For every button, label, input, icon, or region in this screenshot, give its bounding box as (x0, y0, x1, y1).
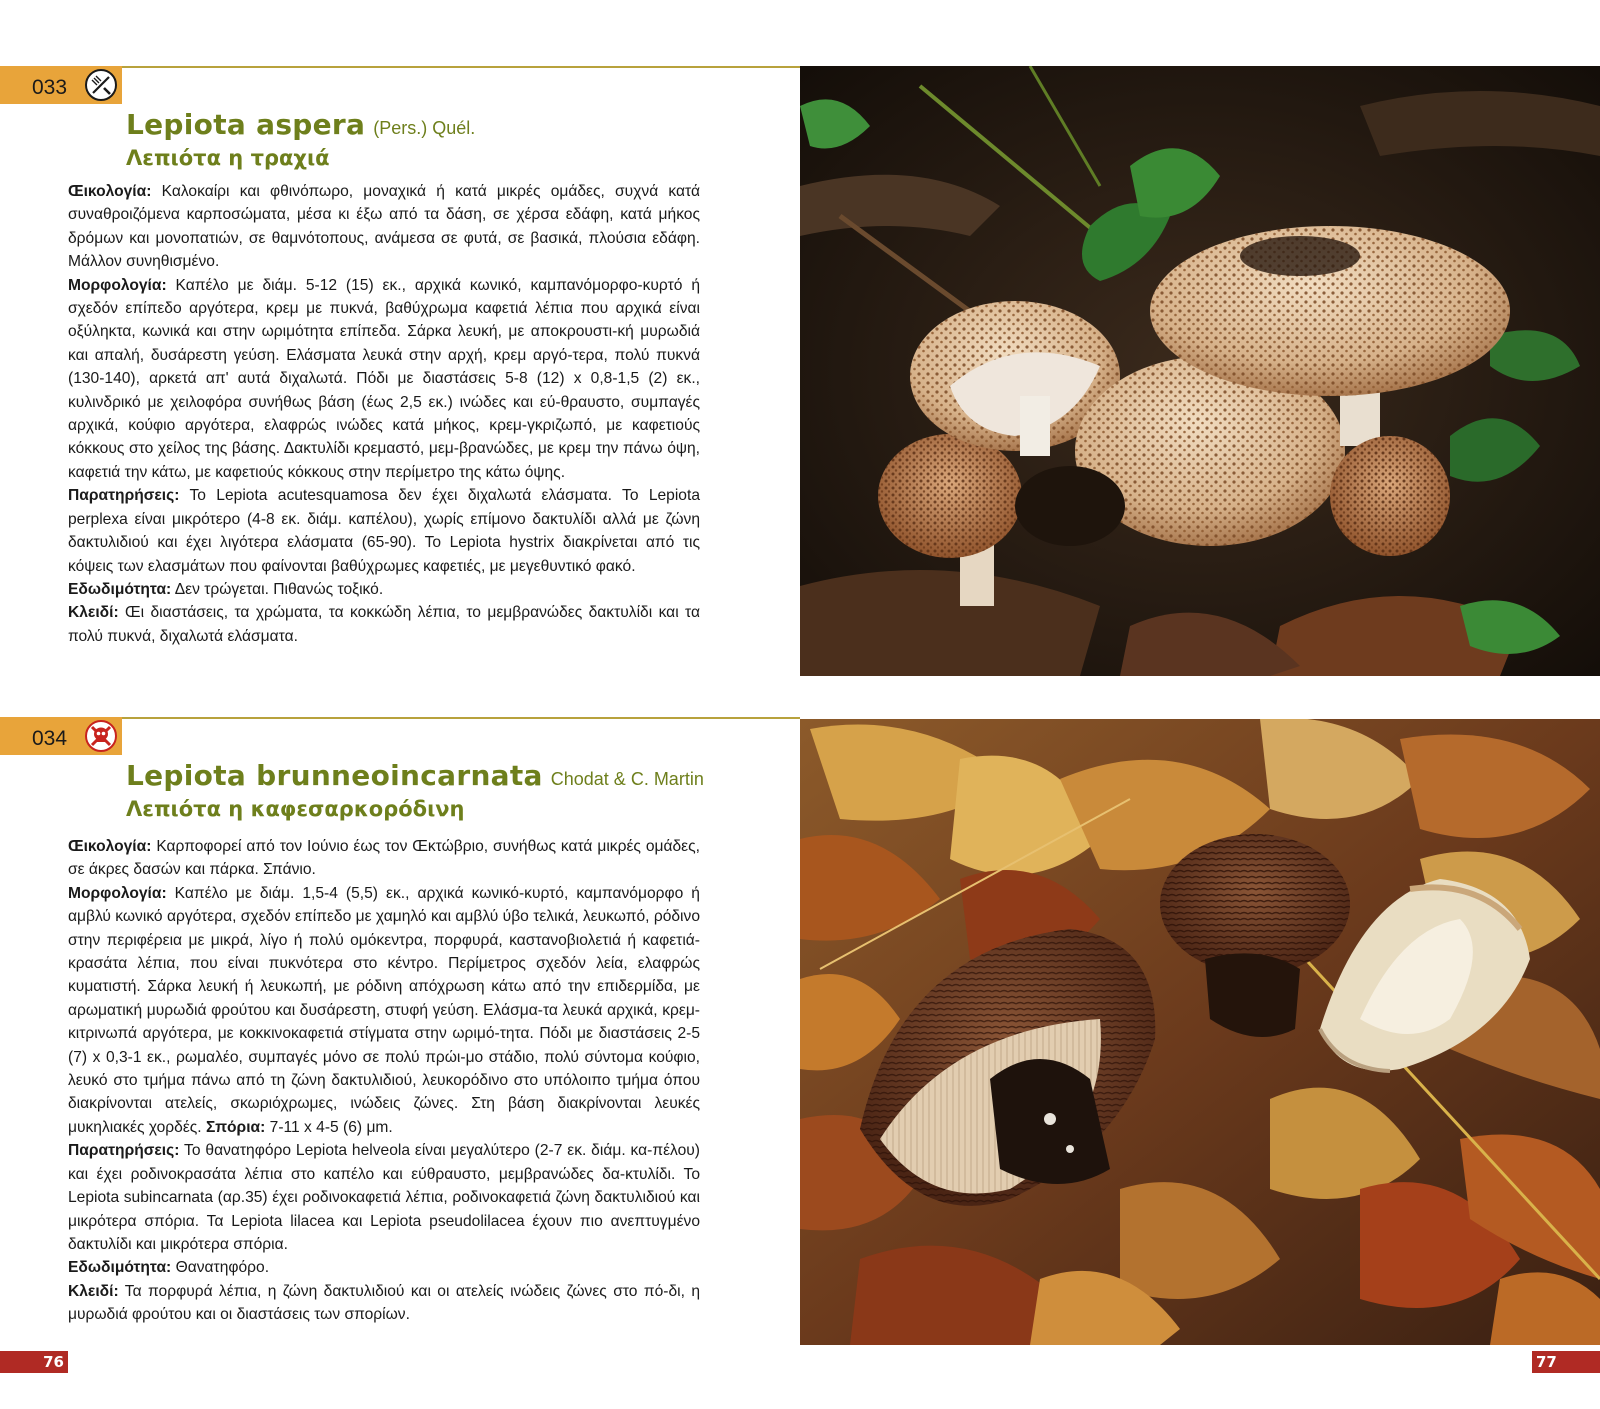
morphology-label: Μορφολογία: (68, 884, 167, 902)
lepiota-aspera-photo (800, 66, 1600, 676)
page-number-left (0, 1351, 68, 1373)
spores-text: 7-11 x 4-5 (6) μm. (269, 1118, 393, 1136)
description (68, 835, 700, 1327)
header-rule (120, 717, 800, 719)
latin-name: Lepiota aspera (126, 108, 366, 141)
key-label: Κλειδί: (68, 1282, 119, 1300)
key-text: Τα πορφυρά λέπια, η ζώνη δακτυλιδιού και οι ατελείς ινώδεις ζώνες στο πό-δι, η μυρωδιά φρούτου και οι διαστάσεις των σπορίων. (68, 1282, 700, 1324)
edibility-paragraph (68, 578, 700, 601)
morphology-text: Καπέλο με διάμ. 5-12 (15) εκ., αρχικά κωνικό, καμπανόμορφο-κυρτό ή σχεδόν επίπεδο αργότερα, κρεμ με πυκνά, βαθύχρωμα καφετιά λέπια που αρχικά είναι οξύληκτα, κωνικά και στην ωριμότητα επίπεδα. Σάρκα λευκή, με αποκρουστι-κή μυρωδιά και απαλή, δυσάρεστη γεύση. Ελάσματα λευκά στην αρχή, κρεμ αργό-τερα, πολύ πυκνά (130-140), αρκετά απ' αυτά διχαλωτά. Πόδι με διαστάσεις 5-8 (12) x 0,8-1,5 (2) εκ., κυλινδρικό με χειλοφόρα συνήθως βάση (έως 2,5 εκ.) ινώδες και εύ-θραυστο, συμπαγές αρχικά, κούφιο αργότερα, ελαφρώς ινώδες κατά μήκος, κρεμ-γκριζωπό, με καφετιούς κόκκους στο χείλος της βάσης. Δακτυλίδι κρεμαστό, μεμ-βρανώδες, με κρεμ την πάνω όψη, καφετιά την κάτω, με καφετιούς κόκκους στην περίμετρο της κάτω όψης. (68, 276, 700, 481)
species-photo (800, 719, 1600, 1345)
key-text: Œι διαστάσεις, τα χρώματα, τα κοκκώδη λέπια, το μεμβρανώδες δακτυλίδι και τα πολύ πυκνά, διχαλωτά ελάσματα. (68, 604, 700, 645)
key-paragraph (68, 1280, 700, 1327)
species-title (126, 108, 475, 141)
remarks-paragraph (68, 484, 700, 578)
latin-name: Lepiota brunneoincarnata (126, 759, 543, 792)
lepiota-brunneoincarnata-photo (800, 719, 1600, 1345)
edibility-text: Δεν τρώγεται. Πιθανώς τοξικό. (174, 580, 384, 598)
key-paragraph (68, 601, 700, 648)
spores-label: Σπόρια: (206, 1118, 266, 1136)
entry-number-tab (0, 717, 122, 755)
remarks-label: Παρατηρήσεις: (68, 487, 180, 505)
edibility-label: Εδωδιμότητα: (68, 580, 172, 598)
remarks-text: Το Lepiota acutesquamosa δεν έχει διχαλωτά ελάσματα. Το Lepiota perplexa είναι μικρότερο (4-8 εκ. διάμ. καπέλου), χωρίς επίμονο δακτυλίδι αλλά με ζώνη δακτυλιδιού και έχει λιγότερα ελάσματα (65-90). Το Lepiota hystrix διακρίνεται από τις κόψεις των ελασμάτων που φαίνονται βαθύχρωμες καφετιές, με μεγεθυντικό φακό. (68, 487, 700, 575)
ecology-label: Œικολογία: (68, 838, 152, 855)
edibility-text: Θανατηφόρο. (175, 1259, 270, 1277)
authority: Chodat & C. Martin (550, 769, 704, 789)
remarks-paragraph (68, 1139, 700, 1256)
ecology-text: Καλοκαίρι και φθινόπωρο, μοναχικά ή κατά μικρές ομάδες, συχνά κατά συναθροιζόμενα καρποσώματα, μέσα κι έξω από τα δάση, σε χέρσα εδάφη, κατά μήκος δρόμων και μονοπατιών, σε θαμνότοπους, ανάμεσα σε φυτά, σε βασικά, πλούσια εδάφη. Μάλλον συνηθισμένο. (68, 183, 700, 271)
remarks-label: Παρατηρήσεις: (68, 1142, 180, 1160)
authority: (Pers.) Quél. (373, 118, 476, 138)
entry-number-tab (0, 66, 122, 104)
description (68, 180, 700, 648)
species-entry-034 (0, 717, 1600, 1345)
page-number-left-text: 76 (43, 1353, 64, 1371)
greek-name: Λεπιότα η καφεσαρκορόδινη (126, 797, 465, 821)
entry-number: 033 (32, 76, 68, 99)
edibility-label: Εδωδιμότητα: (68, 1259, 172, 1277)
ecology-paragraph (68, 835, 700, 882)
ecology-paragraph (68, 180, 700, 274)
inedible-crossed-circle-icon (84, 68, 118, 102)
species-photo (800, 66, 1600, 676)
ecology-label: Œικολογία: (68, 183, 152, 200)
edibility-paragraph (68, 1256, 700, 1279)
greek-name: Λεπιότα η τραχιά (126, 146, 330, 170)
morphology-label: Μορφολογία: (68, 276, 167, 294)
page-number-right-text: 77 (1536, 1353, 1557, 1371)
entry-number: 034 (32, 727, 68, 750)
species-title (126, 759, 704, 792)
remarks-text: Το θανατηφόρο Lepiota helveola είναι μεγαλύτερο (2-7 εκ. διάμ. κα-πέλου) και έχει ροδινοκρασάτα λέπια στο καπέλο και εύθραυστο, μεμβρανώδες δα-κτυλίδι. Το Lepiota subincarnata (αρ.35) έχει ροδινοκαφετιά λέπια, ροδινοκαφετιά ζώνη δακτυλιδιού και μικρότερα σπόρια. Τα Lepiota lilacea και Lepiota pseudolilacea έχουν πιο ανεπτυγμένο δακτυλίδι και μικρότερα σπόρια. (68, 1142, 700, 1253)
morphology-paragraph (68, 274, 700, 485)
morphology-text: Καπέλο με διάμ. 1,5-4 (5,5) εκ., αρχικά κωνικό-κυρτό, καμπανόμορφο ή αμβλύ κωνικό αργότερα, σχεδόν επίπεδο με χαμηλό και αμβλύ ύβο τελικά, λευκωπό, ρόδινο στην περιφέρεια με μικρά, λίγο ή πολύ ομόκεντρα, πορφυρά, καστανοβιολετιά ή καφετιά-κρασάτα λέπια, που είναι πυκνότερα στο κέντρο. Περίμετρος σχεδόν λεία, ελαφρώς κυματιστή. Σάρκα λευκή ή λευκωπή, με ρόδινη απόχρωση κάτω από την επιδερμίδα, με αρωματική μυρωδιά φρούτου και δυσάρεστη, στυφή γεύση. Ελάσμα-τα λευκά αρχικά, κρεμ-κιτρινωπά αργότερα, με κοκκινοκαφετιά στίγματα στην ωριμό-τητα. Πόδι με διαστάσεις 2-5 (7) x 0,3-1 εκ., ρωμαλέο, συμπαγές μόνο σε πολύ πρώι-μο στάδιο, πολύ σύντομα κούφιο, λευκό στο τμήμα πάνω από τη ζώνη δακτυλιδιού, λευκορόδινο στο υπόλοιπο τμήμα όπου διακρίνονται ατελείς, σκωριόχρωμες, ινώδεις ζώνες. Στη βάση διακρίνονται λευκές μυκηλιακές χορδές. (68, 884, 700, 1136)
ecology-text: Καρποφορεί από τον Ιούνιο έως τον Œκτώβριο, συνήθως κατά μικρές ομάδες, σε άκρες δασών και πάρκα. Σπάνιο. (68, 838, 700, 879)
deadly-skull-icon (84, 719, 118, 753)
key-label: Κλειδί: (68, 604, 119, 622)
species-entry-033 (0, 66, 1600, 698)
page-number-right (1532, 1351, 1600, 1373)
header-rule (120, 66, 800, 68)
morphology-paragraph (68, 882, 700, 1139)
